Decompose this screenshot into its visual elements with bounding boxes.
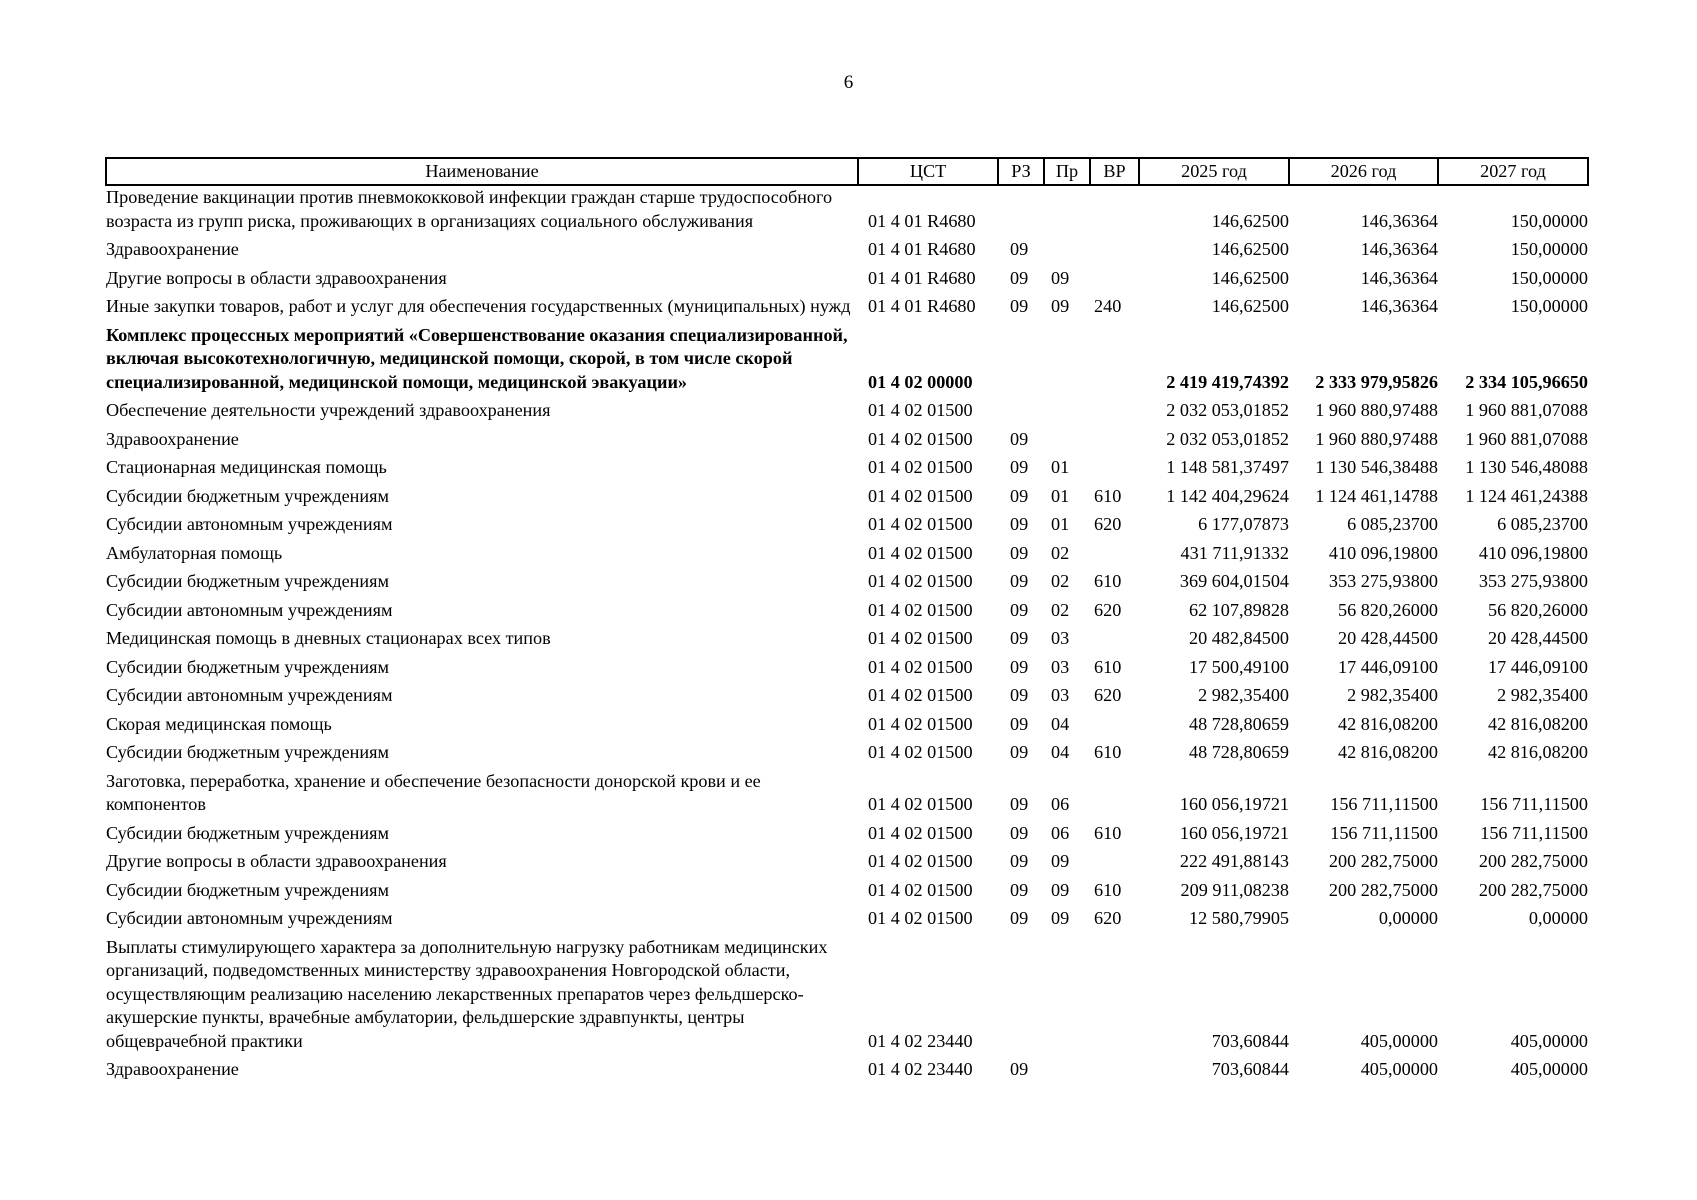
row-2027: 56 820,26000 (1487, 599, 1588, 620)
row-rz: 09 (1010, 628, 1029, 648)
row-cst: 01 4 02 23440 (868, 1030, 973, 1051)
row-vr (1090, 845, 1139, 874)
row-name: Здравоохранение (106, 239, 239, 259)
row-2025: 160 056,19721 (1179, 822, 1289, 843)
row-cst: 01 4 01 R4680 (868, 296, 976, 316)
table-row (106, 290, 1588, 319)
table-row (106, 817, 1588, 846)
row-2027: 200 282,75000 (1478, 879, 1588, 900)
row-2025: 1 142 404,29624 (1166, 485, 1289, 506)
table-row (106, 902, 1588, 931)
row-name: Субсидии автономным учреждениям (106, 514, 393, 534)
row-name: Субсидии автономным учреждениям (106, 599, 393, 620)
header-pr: Пр (1044, 158, 1090, 185)
row-cst: 01 4 02 01500 (868, 428, 973, 449)
row-2025: 431 711,91332 (1180, 542, 1289, 563)
row-cst: 01 4 02 01500 (868, 656, 973, 677)
row-vr (1090, 262, 1139, 291)
row-pr (1044, 423, 1090, 452)
row-pr (1044, 1053, 1090, 1082)
row-name: Другие вопросы в области здравоохранения (106, 851, 447, 871)
row-2025: 2 419 419,74392 (1166, 371, 1289, 392)
row-vr (1090, 1053, 1139, 1082)
header-cst: ЦСТ (858, 158, 998, 185)
table-row (106, 394, 1588, 423)
row-pr: 02 (1051, 571, 1070, 591)
row-2026: 200 282,75000 (1328, 879, 1438, 900)
row-pr (1044, 394, 1090, 423)
row-2025: 6 177,07873 (1198, 514, 1289, 534)
row-cst: 01 4 02 01500 (868, 400, 973, 420)
row-2026: 156 711,11500 (1330, 794, 1438, 814)
row-2026: 410 096,19800 (1328, 542, 1438, 563)
row-name: Обеспечение деятельности учреждений здравоохранения (106, 400, 551, 420)
row-rz (998, 185, 1044, 233)
table-row (106, 874, 1588, 903)
row-rz (998, 319, 1044, 395)
header-2027: 2027 год (1438, 158, 1588, 185)
row-2027: 1 130 546,48088 (1465, 457, 1588, 477)
table-row (106, 931, 1588, 1054)
row-name: Субсидии бюджетным учреждениям (106, 822, 390, 843)
row-vr: 620 (1094, 908, 1122, 928)
row-2027: 2 982,35400 (1497, 685, 1588, 705)
row-vr: 620 (1094, 599, 1122, 620)
row-rz: 09 (1010, 822, 1029, 843)
row-rz: 09 (1010, 542, 1029, 563)
row-vr: 610 (1094, 656, 1122, 677)
row-2027: 1 960 881,07088 (1465, 400, 1588, 420)
table-row (106, 622, 1588, 651)
row-vr (1090, 233, 1139, 262)
row-name: Субсидии бюджетным учреждениям (106, 571, 390, 591)
row-2027: 405,00000 (1510, 1059, 1588, 1079)
table-row (106, 845, 1588, 874)
row-2027: 2 334 105,96650 (1465, 371, 1588, 392)
row-name: Здравоохранение (106, 428, 239, 449)
row-pr: 04 (1051, 713, 1070, 734)
row-vr (1090, 319, 1139, 395)
row-pr: 04 (1051, 742, 1070, 762)
row-2025: 146,62500 (1211, 296, 1289, 316)
row-pr (1044, 233, 1090, 262)
table-row (106, 708, 1588, 737)
row-2027: 42 816,08200 (1487, 742, 1588, 762)
row-rz: 09 (1010, 1059, 1029, 1079)
row-rz: 09 (1010, 485, 1029, 506)
row-2026: 156 711,11500 (1330, 822, 1438, 843)
row-2026: 20 428,44500 (1337, 628, 1438, 648)
row-pr: 01 (1051, 485, 1070, 506)
row-rz (998, 394, 1044, 423)
row-2026: 0,00000 (1378, 908, 1438, 928)
row-rz: 09 (1010, 656, 1029, 677)
row-vr: 610 (1094, 822, 1122, 843)
row-name: Здравоохранение (106, 1059, 239, 1079)
row-vr (1090, 931, 1139, 1054)
row-pr: 01 (1051, 514, 1070, 534)
row-pr: 01 (1051, 457, 1070, 477)
row-cst: 01 4 02 01500 (868, 851, 973, 871)
row-pr: 03 (1051, 656, 1070, 677)
row-vr (1090, 185, 1139, 233)
row-rz: 09 (1010, 879, 1029, 900)
row-cst: 01 4 02 01500 (868, 599, 973, 620)
row-2026: 1 960 880,97488 (1315, 400, 1438, 420)
header-2026: 2026 год (1289, 158, 1438, 185)
row-2025: 160 056,19721 (1179, 794, 1289, 814)
row-name: Субсидии бюджетным учреждениям (106, 656, 390, 677)
row-2027: 150,00000 (1510, 296, 1588, 316)
row-pr: 09 (1051, 296, 1070, 316)
row-cst: 01 4 02 01500 (868, 542, 973, 563)
row-2026: 6 085,23700 (1347, 514, 1438, 534)
row-2027: 0,00000 (1528, 908, 1588, 928)
row-pr: 09 (1051, 908, 1070, 928)
row-2027: 6 085,23700 (1497, 514, 1588, 534)
table-body (106, 185, 1588, 1082)
row-vr (1090, 765, 1139, 817)
row-name: Субсидии автономным учреждениям (106, 908, 393, 928)
header-rz: РЗ (998, 158, 1044, 185)
row-name: Скорая медицинская помощь (106, 713, 332, 734)
row-rz: 09 (1010, 851, 1029, 871)
row-pr: 09 (1051, 879, 1070, 900)
row-name: Амбулаторная помощь (106, 542, 283, 563)
row-2026: 42 816,08200 (1337, 742, 1438, 762)
row-pr: 02 (1051, 542, 1070, 563)
row-name: Комплекс процессных мероприятий «Совершенствование оказания специализированной, включая высокотехнологичную, медицинской помощи, скорой, в том числе скорой специализированной, медицинской помощи, медицинской эвакуации» (106, 324, 848, 392)
row-cst: 01 4 02 01500 (868, 514, 973, 534)
row-cst: 01 4 02 01500 (868, 908, 973, 928)
row-2026: 146,36364 (1360, 239, 1438, 259)
row-2026: 200 282,75000 (1328, 851, 1438, 871)
table-row (106, 1053, 1588, 1082)
row-2025: 146,62500 (1211, 239, 1289, 259)
row-pr: 09 (1051, 851, 1070, 871)
row-name: Субсидии бюджетным учреждениям (106, 879, 390, 900)
row-cst: 01 4 02 01500 (868, 485, 973, 506)
table-row (106, 262, 1588, 291)
row-2025: 12 580,79905 (1188, 908, 1289, 928)
row-rz: 09 (1010, 599, 1029, 620)
row-2027: 150,00000 (1510, 267, 1588, 288)
row-pr: 06 (1051, 822, 1070, 843)
table-row (106, 736, 1588, 765)
row-2026: 1 960 880,97488 (1315, 428, 1438, 449)
row-name: Заготовка, переработка, хранение и обеспечение безопасности донорской крови и ее компонентов (106, 770, 761, 814)
row-pr (1044, 319, 1090, 395)
row-name: Проведение вакцинации против пневмококковой инфекции граждан старше трудоспособного возраста из групп риска, проживающих в организациях социального обслуживания (106, 187, 833, 231)
row-name: Субсидии бюджетным учреждениям (106, 485, 390, 506)
row-name: Медицинская помощь в дневных стационарах всех типов (106, 628, 551, 648)
row-cst: 01 4 02 00000 (868, 371, 973, 392)
row-name: Выплаты стимулирующего характера за дополнительную нагрузку работникам медицинских организаций, подведомственных министерству здравоохранения Новгородской области, осуществляющим реализацию населению лекарственных препаратов через фельдшерско-акушерские пункты, врачебные амбулатории, фельдшерские здравпункты, центры общеврачебной практики (106, 936, 828, 1051)
row-2025: 20 482,84500 (1188, 628, 1289, 648)
table-header (106, 158, 1588, 185)
row-cst: 01 4 02 01500 (868, 742, 973, 762)
table-row (106, 451, 1588, 480)
row-2026: 42 816,08200 (1337, 713, 1438, 734)
row-2025: 17 500,49100 (1188, 656, 1289, 677)
row-2026: 1 130 546,38488 (1315, 457, 1438, 477)
row-2027: 156 711,11500 (1480, 822, 1588, 843)
row-rz: 09 (1010, 742, 1029, 762)
row-2026: 146,36364 (1360, 210, 1438, 231)
row-cst: 01 4 01 R4680 (868, 267, 976, 288)
row-cst: 01 4 02 01500 (868, 794, 973, 814)
row-2027: 150,00000 (1510, 210, 1588, 231)
table-row (106, 423, 1588, 452)
row-2025: 703,60844 (1211, 1059, 1289, 1079)
row-vr: 610 (1094, 571, 1122, 591)
table-row (106, 508, 1588, 537)
row-2027: 150,00000 (1510, 239, 1588, 259)
row-cst: 01 4 01 R4680 (868, 239, 976, 259)
row-2025: 703,60844 (1211, 1030, 1289, 1051)
row-2025: 369 604,01504 (1179, 571, 1289, 591)
row-cst: 01 4 02 01500 (868, 571, 973, 591)
row-name: Другие вопросы в области здравоохранения (106, 267, 447, 288)
row-cst: 01 4 02 01500 (868, 879, 973, 900)
row-vr: 610 (1094, 879, 1122, 900)
row-rz: 09 (1010, 794, 1029, 814)
row-2025: 2 032 053,01852 (1166, 400, 1289, 420)
table-row (106, 679, 1588, 708)
row-2026: 2 982,35400 (1347, 685, 1438, 705)
row-2026: 2 333 979,95826 (1315, 371, 1438, 392)
row-vr (1090, 537, 1139, 566)
row-name: Иные закупки товаров, работ и услуг для обеспечения государственных (муниципальных) нужд (106, 296, 851, 316)
row-2027: 17 446,09100 (1487, 656, 1588, 677)
row-name: Субсидии автономным учреждениям (106, 685, 393, 705)
header-row (106, 158, 1588, 185)
budget-table (105, 157, 1589, 1082)
row-2027: 405,00000 (1510, 1030, 1588, 1051)
table-row (106, 765, 1588, 817)
row-2025: 2 032 053,01852 (1166, 428, 1289, 449)
row-2025: 48 728,80659 (1188, 713, 1289, 734)
row-2027: 200 282,75000 (1478, 851, 1588, 871)
row-2025: 222 491,88143 (1179, 851, 1289, 871)
row-vr (1090, 708, 1139, 737)
table-row (106, 185, 1588, 233)
row-rz (998, 931, 1044, 1054)
row-2027: 1 124 461,24388 (1465, 485, 1588, 506)
header-vr: ВР (1090, 158, 1139, 185)
row-vr: 620 (1094, 514, 1122, 534)
row-2027: 410 096,19800 (1478, 542, 1588, 563)
row-rz: 09 (1010, 239, 1029, 259)
row-2027: 42 816,08200 (1487, 713, 1588, 734)
row-2027: 1 960 881,07088 (1465, 428, 1588, 449)
table-row (106, 594, 1588, 623)
row-cst: 01 4 02 01500 (868, 628, 973, 648)
table-row (106, 233, 1588, 262)
row-pr (1044, 931, 1090, 1054)
page-number: 6 (843, 72, 854, 93)
table-row (106, 480, 1588, 509)
row-2027: 353 275,93800 (1478, 571, 1588, 591)
row-cst: 01 4 01 R4680 (868, 210, 976, 231)
row-rz: 09 (1010, 296, 1029, 316)
row-vr: 610 (1094, 742, 1122, 762)
row-2026: 146,36364 (1360, 267, 1438, 288)
row-rz: 09 (1010, 908, 1029, 928)
row-rz: 09 (1010, 713, 1029, 734)
row-2026: 56 820,26000 (1337, 599, 1438, 620)
row-cst: 01 4 02 01500 (868, 822, 973, 843)
row-2026: 353 275,93800 (1328, 571, 1438, 591)
row-pr: 03 (1051, 685, 1070, 705)
table-row (106, 319, 1588, 395)
row-vr: 240 (1094, 296, 1122, 316)
row-2025: 48 728,80659 (1188, 742, 1289, 762)
row-2026: 405,00000 (1360, 1030, 1438, 1051)
header-name: Наименование (106, 158, 858, 185)
row-cst: 01 4 02 01500 (868, 457, 973, 477)
row-2025: 146,62500 (1211, 267, 1289, 288)
row-rz: 09 (1010, 571, 1029, 591)
row-pr: 02 (1051, 599, 1070, 620)
row-rz: 09 (1010, 428, 1029, 449)
row-2026: 1 124 461,14788 (1315, 485, 1438, 506)
row-2025: 146,62500 (1211, 210, 1289, 231)
row-2025: 2 982,35400 (1198, 685, 1289, 705)
row-2027: 20 428,44500 (1487, 628, 1588, 648)
row-cst: 01 4 02 01500 (868, 713, 973, 734)
row-2025: 1 148 581,37497 (1166, 457, 1289, 477)
row-2027: 156 711,11500 (1480, 794, 1588, 814)
row-2026: 17 446,09100 (1337, 656, 1438, 677)
row-vr (1090, 423, 1139, 452)
row-rz: 09 (1010, 685, 1029, 705)
row-vr (1090, 451, 1139, 480)
header-2025: 2025 год (1139, 158, 1289, 185)
table-row (106, 537, 1588, 566)
row-pr (1044, 185, 1090, 233)
row-pr: 06 (1051, 794, 1070, 814)
row-2026: 405,00000 (1360, 1059, 1438, 1079)
row-name: Стационарная медицинская помощь (106, 457, 387, 477)
row-vr: 610 (1094, 485, 1122, 506)
row-rz: 09 (1010, 267, 1029, 288)
row-cst: 01 4 02 01500 (868, 685, 973, 705)
row-pr: 09 (1051, 267, 1070, 288)
row-rz: 09 (1010, 457, 1029, 477)
row-pr: 03 (1051, 628, 1070, 648)
table-row (106, 565, 1588, 594)
row-vr (1090, 394, 1139, 423)
row-2025: 62 107,89828 (1188, 599, 1289, 620)
row-vr: 620 (1094, 685, 1122, 705)
row-vr (1090, 622, 1139, 651)
row-cst: 01 4 02 23440 (868, 1059, 973, 1079)
table-row (106, 651, 1588, 680)
row-2025: 209 911,08238 (1180, 879, 1289, 900)
row-name: Субсидии бюджетным учреждениям (106, 742, 390, 762)
row-2026: 146,36364 (1360, 296, 1438, 316)
row-rz: 09 (1010, 514, 1029, 534)
